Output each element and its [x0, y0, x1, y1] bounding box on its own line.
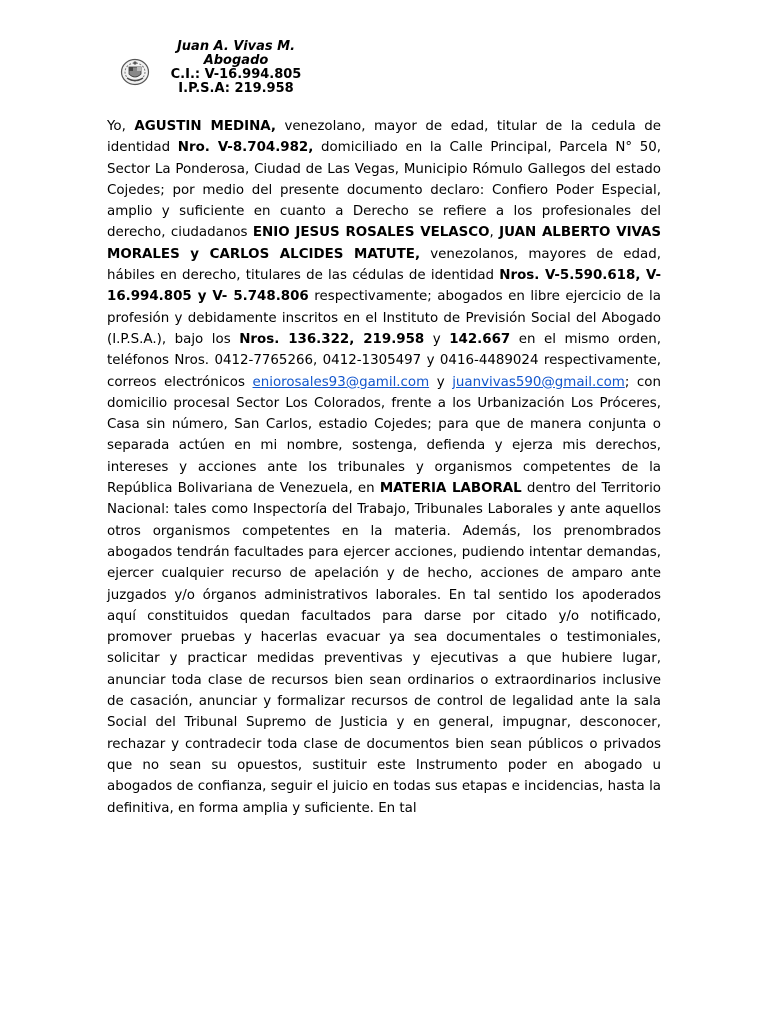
body-text-segment: venezolano, mayor de edad, titular de la cedula de identidad: [107, 119, 661, 156]
attorney-name: ENIO JESUS ROSALES VELASCO: [252, 225, 490, 241]
lawyer-id: C.I.: V-16.994.805: [170, 67, 302, 82]
body-text-segment: respectivamente; abogados en libre ejercicio de la profesión y debidamente inscritos en el Instituto de Previsión Social del Abogado (I.P.S.A.), bajo los: [107, 289, 661, 347]
body-text-segment: domiciliado en la Calle Principal, Parcela N° 50, Sector La Ponderosa, Ciudad de Las Vegas, Municipio Rómulo Gallegos del estado Cojedes; por medio del presente documento declaro: Confiero Poder Especial, amplio y suficiente en cuanto a Derecho se refiere a los profesionales del derecho, ciudadanos: [107, 140, 661, 241]
body-text-segment: dentro del Territorio Nacional: tales como Inspectoría del Trabajo, Tribunales Laborales y ante aquellos otros organismos competentes en la materia. Además, los prenombrados abogados tendrán facultades para ejercer acciones, pudiendo intentar demandas, ejercer cualquier recurso de apelación y de hecho, acciones de amparo ante juzgados y/o órganos administrativos laborales. En tal sentido los apoderados aquí constituidos quedan facultados para darse por citado y/o notificado, promover pruebas y hacerlas evacuar ya sea documentales o testimoniales, solicitar y practicar medidas preventivas y ejecutivas a que hubiere lugar, anunciar toda clase de recursos bien sean ordinarios o extraordinarios inclusive de casación, anunciar y formalizar recursos de control de legalidad ante la sala Social del Tribunal Supremo de Justicia y en general, impugnar, desconocer, rechazar y contradecir toda clase de documentos bien sean públicos o privados que no sean su opuestos, sustituir este Instrumento poder en abogado u abogados de confianza, seguir el juicio en todas sus etapas e incidencias, hasta la definitiva, en forma amplia y suficiente. En tal: [107, 481, 661, 816]
body-text-segment: ,: [489, 225, 500, 241]
body-text-segment: venezolanos, mayores de edad, hábiles en derecho, titulares de las cédulas de identidad: [107, 246, 661, 284]
letterhead-text: [146, 40, 326, 96]
body-text-segment: Yo,: [107, 119, 135, 134]
body-text-segment: y: [424, 331, 450, 347]
document-body: [107, 116, 661, 819]
subject-matter: MATERIA LABORAL: [379, 481, 522, 497]
ipsa-number: 142.667: [449, 331, 511, 347]
grantor-id-number: Nro. V-8.704.982,: [177, 140, 314, 156]
lawyer-profession: Abogado: [203, 53, 269, 68]
attorney-names: JUAN ALBERTO VIVAS MORALES y CARLOS ALCIDES MATUTE,: [107, 225, 662, 262]
body-text-segment: en el mismo orden, teléfonos Nros. 0412-7765266, 0412-1305497 y 0416-4489024 respectivamente, correos electrónicos: [107, 331, 661, 390]
grantor-name: AGUSTIN MEDINA,: [134, 119, 276, 134]
attorney-id-numbers: Nros. V-5.590.618, V-16.994.805 y V- 5.748.806: [107, 268, 661, 305]
body-text-segment: ; con domicilio procesal Sector Los Colorados, frente a los Urbanización Los Próceres, Casa sin número, San Carlos, estadio Cojedes; para que de manera conjunta o separada actúen en mi nombre, sostenga, defienda y ejerza mis derechos, intereses y acciones ante los tribunales y organismos competentes de la República Bolivariana de Venezuela, en: [107, 374, 661, 497]
lawyer-name: Juan A. Vivas M.: [176, 39, 296, 54]
email-link[interactable]: juanvivas590@gmail.com: [452, 374, 625, 390]
email-link[interactable]: eniorosales93@gamil.com: [252, 374, 430, 390]
ipsa-numbers: Nros. 136.322, 219.958: [239, 331, 425, 347]
lawyer-ipsa-number: I.P.S.A: 219.958: [178, 81, 294, 96]
body-text-segment: y: [429, 374, 453, 390]
letterhead: [120, 40, 330, 98]
